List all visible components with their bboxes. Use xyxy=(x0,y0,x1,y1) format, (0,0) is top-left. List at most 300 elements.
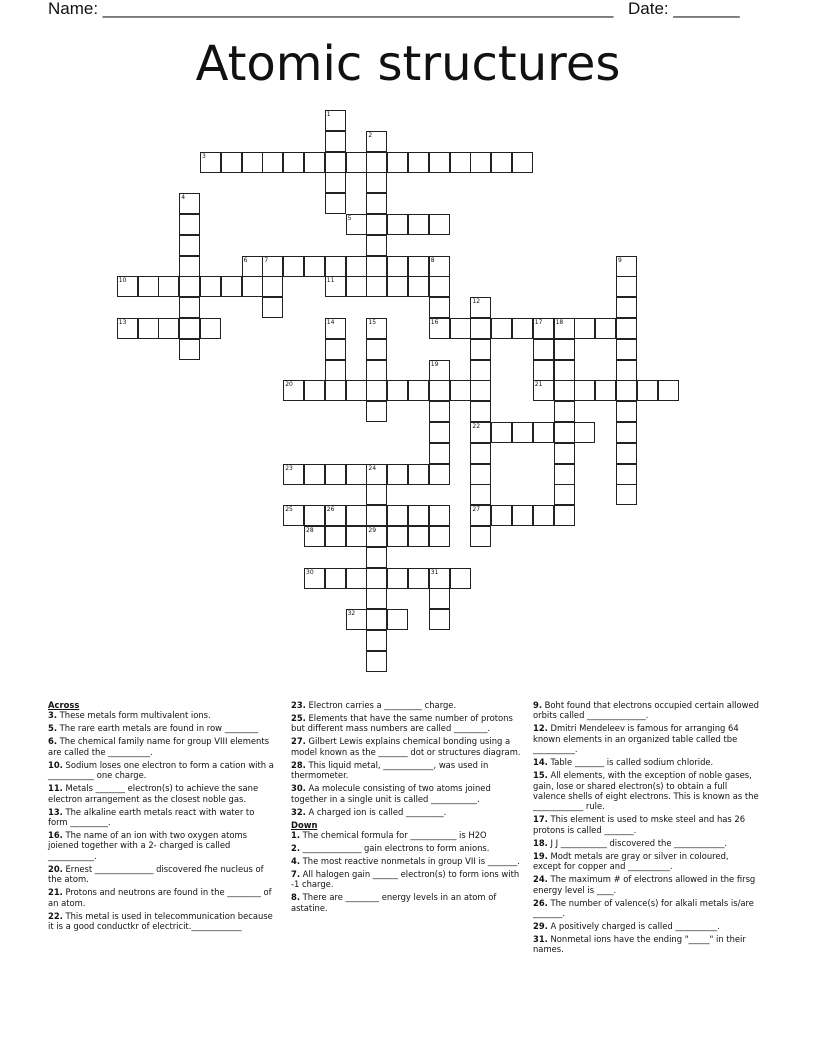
grid-cell[interactable] xyxy=(283,256,304,277)
grid-cell[interactable] xyxy=(429,380,450,401)
grid-cell[interactable] xyxy=(262,276,283,297)
grid-cell[interactable] xyxy=(366,380,387,401)
clue-item-number: 14. xyxy=(533,757,548,768)
clue-item xyxy=(533,814,759,835)
grid-cell[interactable] xyxy=(304,380,325,401)
grid-cell[interactable] xyxy=(491,505,512,526)
clue-item-number: 10. xyxy=(48,759,63,770)
grid-cell[interactable] xyxy=(429,443,450,464)
grid-cell[interactable] xyxy=(117,276,138,297)
grid-cell[interactable] xyxy=(179,214,200,235)
clue-number: 12 xyxy=(472,298,481,306)
grid-cell[interactable] xyxy=(138,318,159,339)
grid-cell[interactable] xyxy=(346,526,367,547)
grid-cell[interactable] xyxy=(616,401,637,422)
clue-item-number: 4. xyxy=(291,856,301,867)
clue-item-text: Modt metals are gray or silver in coloured, except for copper and __________. xyxy=(533,850,729,872)
grid-cell[interactable] xyxy=(366,568,387,589)
clue-item-number: 15. xyxy=(533,770,548,781)
grid-cell[interactable] xyxy=(595,380,616,401)
grid-cell[interactable] xyxy=(470,152,491,173)
clue-item-text: Metals _______ electron(s) to achieve the sane electron arrangement as the closest noble gas. xyxy=(48,783,259,804)
clue-item-number: 9. xyxy=(533,700,543,710)
clue-number: 14 xyxy=(326,319,335,326)
clue-number: 18 xyxy=(555,319,564,326)
grid-cell[interactable] xyxy=(450,568,471,589)
grid-cell[interactable] xyxy=(179,318,200,339)
grid-cell[interactable] xyxy=(554,401,575,422)
grid-cell[interactable] xyxy=(366,235,387,256)
grid-cell[interactable] xyxy=(470,380,491,401)
clue-number: 11 xyxy=(326,277,335,285)
grid-cell[interactable] xyxy=(366,360,387,381)
grid-cell[interactable] xyxy=(470,443,491,464)
clue-number: 28 xyxy=(306,527,314,534)
clue-number: 15 xyxy=(368,319,377,326)
grid-cell[interactable] xyxy=(616,380,637,401)
grid-cell[interactable] xyxy=(366,256,387,277)
grid-cell[interactable] xyxy=(450,380,471,401)
clue-item-number: 2. xyxy=(291,843,301,854)
clue-item-number: 25. xyxy=(291,713,306,723)
grid-cell[interactable] xyxy=(325,339,346,360)
grid-cell[interactable] xyxy=(658,380,679,401)
clue-number: 10 xyxy=(118,277,127,285)
grid-cell[interactable] xyxy=(470,526,491,547)
grid-cell[interactable] xyxy=(554,505,575,526)
grid-cell[interactable] xyxy=(429,152,450,173)
grid-cell[interactable] xyxy=(512,318,533,339)
clue-number: 32 xyxy=(347,610,356,618)
grid-cell[interactable] xyxy=(304,568,325,589)
clue-item-text: Elements that have the same number of protons but different mass numbers are called ________. xyxy=(291,713,513,734)
clue-item-number: 5. xyxy=(48,723,58,734)
grid-cell[interactable] xyxy=(554,339,575,360)
clue-item xyxy=(48,830,274,861)
clue-item xyxy=(533,757,759,767)
grid-cell[interactable] xyxy=(179,339,200,360)
grid-cell[interactable] xyxy=(366,630,387,651)
grid-cell[interactable] xyxy=(387,152,408,173)
grid-cell[interactable] xyxy=(221,276,242,297)
grid-cell[interactable] xyxy=(325,360,346,381)
clue-number: 16 xyxy=(430,319,439,326)
grid-cell[interactable] xyxy=(408,380,429,401)
grid-cell[interactable] xyxy=(283,380,304,401)
clue-item xyxy=(291,869,521,890)
clue-number: 24 xyxy=(368,464,377,472)
date-label: Date: _______ xyxy=(628,0,740,18)
grid-cell[interactable] xyxy=(387,256,408,277)
grid-cell[interactable] xyxy=(366,193,387,214)
grid-cell[interactable] xyxy=(366,609,387,630)
grid-cell[interactable] xyxy=(616,360,637,381)
clue-item-text: ______________ gain electrons to form anions. xyxy=(300,843,490,854)
grid-cell[interactable] xyxy=(304,526,325,547)
clue-item-number: 11. xyxy=(48,783,63,794)
clue-item-number: 28. xyxy=(291,759,306,770)
grid-cell[interactable] xyxy=(179,297,200,318)
grid-cell[interactable] xyxy=(304,464,325,485)
clue-item-text: Table _______ is called sodium chloride. xyxy=(547,757,714,768)
grid-cell[interactable] xyxy=(533,360,554,381)
grid-cell[interactable] xyxy=(429,464,450,485)
clue-number: 1 xyxy=(326,111,331,118)
grid-cell[interactable] xyxy=(533,505,554,526)
clue-number: 7 xyxy=(264,256,269,264)
clue-number: 17 xyxy=(534,319,543,326)
clue-item xyxy=(533,770,759,812)
grid-cell[interactable] xyxy=(366,401,387,422)
clue-item xyxy=(48,887,274,908)
clue-item xyxy=(533,898,759,919)
grid-cell[interactable] xyxy=(366,547,387,568)
clue-item-text: There are ________ energy levels in an atom of astatine. xyxy=(291,892,497,913)
grid-cell[interactable] xyxy=(470,422,491,443)
grid-cell[interactable] xyxy=(533,339,554,360)
clue-item-number: 21. xyxy=(48,887,63,898)
grid-cell[interactable] xyxy=(429,297,450,318)
clue-item xyxy=(48,911,274,932)
grid-cell[interactable] xyxy=(387,214,408,235)
grid-cell[interactable] xyxy=(512,152,533,173)
clue-item-number: 18. xyxy=(533,837,548,848)
grid-cell[interactable] xyxy=(158,276,179,297)
grid-cell[interactable] xyxy=(408,464,429,485)
clue-item-text: The name of an ion with two oxygen atoms joiened together with a 2- charged is called ___________. xyxy=(48,830,248,861)
clue-number: 21 xyxy=(534,381,543,389)
grid-cell[interactable] xyxy=(325,193,346,214)
clue-item-text: This metal is used in telecommunication because it is a good conductkr of electricit.____________ xyxy=(48,910,273,932)
clues-column-2 xyxy=(291,700,521,916)
clue-number: 8 xyxy=(430,256,435,264)
clue-number: 2 xyxy=(368,131,373,139)
clue-item-text: The chemical formula for ___________ is H2O xyxy=(300,830,487,841)
down-heading: Down xyxy=(291,819,318,830)
grid-cell[interactable] xyxy=(346,380,367,401)
grid-cell[interactable] xyxy=(283,464,304,485)
grid-cell[interactable] xyxy=(325,380,346,401)
grid-cell[interactable] xyxy=(179,193,200,214)
clue-item-number: 29. xyxy=(533,921,548,932)
grid-cell[interactable] xyxy=(533,422,554,443)
clue-number: 31 xyxy=(430,568,439,576)
clue-item-number: 1. xyxy=(291,830,301,841)
grid-cell[interactable] xyxy=(450,318,471,339)
grid-cell[interactable] xyxy=(450,152,471,173)
clue-item xyxy=(533,874,759,895)
clue-item-number: 8. xyxy=(291,892,301,903)
grid-cell[interactable] xyxy=(346,152,367,173)
grid-cell[interactable] xyxy=(408,276,429,297)
grid-cell[interactable] xyxy=(616,443,637,464)
grid-cell[interactable] xyxy=(408,214,429,235)
grid-cell[interactable] xyxy=(512,505,533,526)
clue-item xyxy=(533,700,759,721)
name-label: Name: ______________________________________________________ xyxy=(48,0,614,18)
clue-item xyxy=(533,921,759,931)
grid-cell[interactable] xyxy=(637,380,658,401)
clue-number: 29 xyxy=(368,527,377,534)
clue-item xyxy=(48,760,274,781)
grid-cell[interactable] xyxy=(179,235,200,256)
clue-item-text: The chemical family name for group VIII elements are called the __________. xyxy=(48,736,269,757)
grid-cell[interactable] xyxy=(366,214,387,235)
clue-item-text: Gilbert Lewis explains chemical bonding using a model known as the _______ dot or structures diagram. xyxy=(291,736,521,757)
grid-cell[interactable] xyxy=(325,110,346,131)
grid-cell[interactable] xyxy=(366,464,387,485)
grid-cell[interactable] xyxy=(429,401,450,422)
grid-cell[interactable] xyxy=(533,380,554,401)
clue-item-text: J J ___________ discovered the ____________. xyxy=(547,837,728,848)
grid-cell[interactable] xyxy=(491,318,512,339)
grid-cell[interactable] xyxy=(158,318,179,339)
clue-item xyxy=(48,864,274,885)
grid-cell[interactable] xyxy=(346,276,367,297)
grid-cell[interactable] xyxy=(616,484,637,505)
clue-item-number: 32. xyxy=(291,806,306,817)
grid-cell[interactable] xyxy=(200,276,221,297)
grid-cell[interactable] xyxy=(242,152,263,173)
clue-item-text: Electron carries a _________ charge. xyxy=(305,700,457,710)
clue-number: 19 xyxy=(430,360,439,368)
grid-cell[interactable] xyxy=(574,318,595,339)
grid-cell[interactable] xyxy=(366,588,387,609)
grid-cell[interactable] xyxy=(470,505,491,526)
clue-item-number: 23. xyxy=(291,700,306,710)
clue-item-number: 13. xyxy=(48,806,63,817)
clue-number: 9 xyxy=(618,256,622,264)
clue-item-text: The alkaline earth metals react with water to form _________. xyxy=(48,806,255,828)
clue-number: 13 xyxy=(118,319,127,326)
clue-number: 22 xyxy=(472,423,481,430)
grid-cell[interactable] xyxy=(470,297,491,318)
clue-item-text: A charged ion is called _________. xyxy=(305,806,447,817)
clue-item-text: The maximum # of electrons allowed in the firsg energy level is ____. xyxy=(533,874,756,895)
clue-item xyxy=(291,830,521,840)
grid-cell[interactable] xyxy=(242,256,263,277)
clue-item-text: Dmitri Mendeleev is famous for arranging 64 known elements in an organized table called tbe __________. xyxy=(533,723,739,755)
grid-cell[interactable] xyxy=(366,526,387,547)
grid-cell[interactable] xyxy=(491,152,512,173)
grid-cell[interactable] xyxy=(325,568,346,589)
clue-item-text: Protons and neutrons are found in the ________ of an atom. xyxy=(48,887,272,908)
grid-cell[interactable] xyxy=(325,172,346,193)
clue-item xyxy=(48,723,274,733)
grid-cell[interactable] xyxy=(179,276,200,297)
clue-number: 3 xyxy=(202,152,206,160)
grid-cell[interactable] xyxy=(387,568,408,589)
grid-cell[interactable] xyxy=(262,152,283,173)
grid-cell[interactable] xyxy=(221,152,242,173)
grid-cell[interactable] xyxy=(346,464,367,485)
grid-cell[interactable] xyxy=(346,505,367,526)
grid-cell[interactable] xyxy=(429,276,450,297)
grid-cell[interactable] xyxy=(366,339,387,360)
clue-item xyxy=(48,736,274,757)
clue-item xyxy=(533,838,759,848)
grid-cell[interactable] xyxy=(491,422,512,443)
grid-cell[interactable] xyxy=(346,568,367,589)
page-title: Atomic structures xyxy=(195,36,621,92)
across-heading: Across xyxy=(48,700,80,710)
clue-item-number: 30. xyxy=(291,783,306,794)
grid-cell[interactable] xyxy=(616,276,637,297)
grid-cell[interactable] xyxy=(574,380,595,401)
grid-cell[interactable] xyxy=(387,526,408,547)
grid-cell[interactable] xyxy=(325,526,346,547)
grid-cell[interactable] xyxy=(554,464,575,485)
grid-cell[interactable] xyxy=(325,505,346,526)
clue-item-number: 12. xyxy=(533,723,548,734)
grid-cell[interactable] xyxy=(200,152,221,173)
grid-cell[interactable] xyxy=(366,172,387,193)
grid-cell[interactable] xyxy=(470,360,491,381)
grid-cell[interactable] xyxy=(408,505,429,526)
clue-item-text: Sodium loses one electron to form a cation with a ___________ one charge. xyxy=(48,759,274,781)
grid-cell[interactable] xyxy=(470,464,491,485)
grid-cell[interactable] xyxy=(325,276,346,297)
grid-cell[interactable] xyxy=(429,318,450,339)
clue-item-number: 31. xyxy=(533,934,548,945)
grid-cell[interactable] xyxy=(179,256,200,277)
grid-cell[interactable] xyxy=(117,318,138,339)
grid-cell[interactable] xyxy=(533,318,554,339)
grid-cell[interactable] xyxy=(346,256,367,277)
grid-cell[interactable] xyxy=(408,152,429,173)
grid-cell[interactable] xyxy=(304,152,325,173)
grid-cell[interactable] xyxy=(366,318,387,339)
grid-cell[interactable] xyxy=(554,422,575,443)
grid-cell[interactable] xyxy=(408,526,429,547)
clue-number: 23 xyxy=(285,464,293,472)
clue-item-number: 17. xyxy=(533,814,548,825)
clue-item-number: 16. xyxy=(48,830,63,841)
grid-cell[interactable] xyxy=(325,464,346,485)
grid-cell[interactable] xyxy=(283,505,304,526)
grid-cell[interactable] xyxy=(429,588,450,609)
grid-cell[interactable] xyxy=(512,422,533,443)
clue-item-text: These metals form multivalent ions. xyxy=(57,710,211,721)
grid-cell[interactable] xyxy=(366,276,387,297)
clue-item-text: A positively charged is called __________. xyxy=(547,921,720,932)
grid-cell[interactable] xyxy=(387,464,408,485)
grid-cell[interactable] xyxy=(595,318,616,339)
grid-cell[interactable] xyxy=(554,380,575,401)
clue-item-text: This liquid metal, ____________, was used in thermometer. xyxy=(291,759,489,781)
grid-cell[interactable] xyxy=(387,380,408,401)
grid-cell[interactable] xyxy=(429,256,450,277)
clue-item xyxy=(533,723,759,754)
grid-cell[interactable] xyxy=(429,609,450,630)
clue-item-number: 26. xyxy=(533,897,548,908)
grid-cell[interactable] xyxy=(470,318,491,339)
grid-cell[interactable] xyxy=(304,256,325,277)
clue-number: 26 xyxy=(326,506,335,514)
grid-cell[interactable] xyxy=(470,401,491,422)
grid-cell[interactable] xyxy=(574,422,595,443)
grid-cell[interactable] xyxy=(616,297,637,318)
grid-cell[interactable] xyxy=(554,484,575,505)
grid-cell[interactable] xyxy=(554,360,575,381)
clue-item-number: 6. xyxy=(48,736,58,747)
grid-cell[interactable] xyxy=(429,214,450,235)
grid-cell[interactable] xyxy=(387,505,408,526)
clue-item-text: Boht found that electrons occupied certain allowed orbits called ______________. xyxy=(533,700,759,721)
clue-number: 4 xyxy=(181,194,186,202)
grid-cell[interactable] xyxy=(616,339,637,360)
grid-cell[interactable] xyxy=(429,422,450,443)
grid-cell[interactable] xyxy=(262,256,283,277)
grid-cell[interactable] xyxy=(616,256,637,277)
grid-cell[interactable] xyxy=(616,318,637,339)
grid-cell[interactable] xyxy=(200,318,221,339)
clue-item-text: The rare earth metals are found in row ________ xyxy=(57,723,259,734)
clue-item xyxy=(291,700,521,710)
grid-cell[interactable] xyxy=(138,276,159,297)
grid-cell[interactable] xyxy=(387,276,408,297)
clue-item xyxy=(291,713,521,734)
clue-item xyxy=(48,783,274,804)
grid-cell[interactable] xyxy=(366,651,387,672)
grid-cell[interactable] xyxy=(325,318,346,339)
grid-cell[interactable] xyxy=(408,568,429,589)
clue-item-text: The most reactive nonmetals in group VII is _______. xyxy=(300,856,520,867)
grid-cell[interactable] xyxy=(346,214,367,235)
clue-item-text: This element is used to mske steel and has 26 protons is called _______. xyxy=(533,814,746,835)
grid-cell[interactable] xyxy=(470,339,491,360)
clue-number: 25 xyxy=(285,506,293,514)
clue-number: 6 xyxy=(243,256,248,264)
grid-cell[interactable] xyxy=(325,131,346,152)
grid-cell[interactable] xyxy=(366,484,387,505)
grid-cell[interactable] xyxy=(325,152,346,173)
grid-cell[interactable] xyxy=(366,152,387,173)
grid-cell[interactable] xyxy=(554,318,575,339)
clue-item-text: The number of valence(s) for alkali metals is/are _______. xyxy=(533,897,754,919)
grid-cell[interactable] xyxy=(304,505,325,526)
grid-cell[interactable] xyxy=(366,505,387,526)
grid-cell[interactable] xyxy=(325,256,346,277)
clue-item-number: 20. xyxy=(48,863,63,874)
grid-cell[interactable] xyxy=(554,443,575,464)
clue-item-number: 7. xyxy=(291,869,301,880)
clue-item xyxy=(48,710,274,720)
clue-item xyxy=(291,843,521,853)
clue-item xyxy=(48,807,274,828)
grid-cell[interactable] xyxy=(429,505,450,526)
clue-number: 27 xyxy=(472,506,481,514)
grid-cell[interactable] xyxy=(429,360,450,381)
grid-cell[interactable] xyxy=(429,526,450,547)
clue-item xyxy=(291,736,521,757)
grid-cell[interactable] xyxy=(616,422,637,443)
grid-cell[interactable] xyxy=(470,484,491,505)
grid-cell[interactable] xyxy=(429,568,450,589)
grid-cell[interactable] xyxy=(262,297,283,318)
grid-cell[interactable] xyxy=(408,256,429,277)
clue-item xyxy=(291,807,521,817)
clue-item-number: 19. xyxy=(533,850,548,861)
clues-column-3 xyxy=(533,700,759,957)
clue-item xyxy=(291,783,521,804)
grid-cell[interactable] xyxy=(616,464,637,485)
grid-cell[interactable] xyxy=(387,609,408,630)
grid-cell[interactable] xyxy=(346,609,367,630)
grid-cell[interactable] xyxy=(283,152,304,173)
grid-cell[interactable] xyxy=(242,276,263,297)
grid-cell[interactable] xyxy=(366,131,387,152)
